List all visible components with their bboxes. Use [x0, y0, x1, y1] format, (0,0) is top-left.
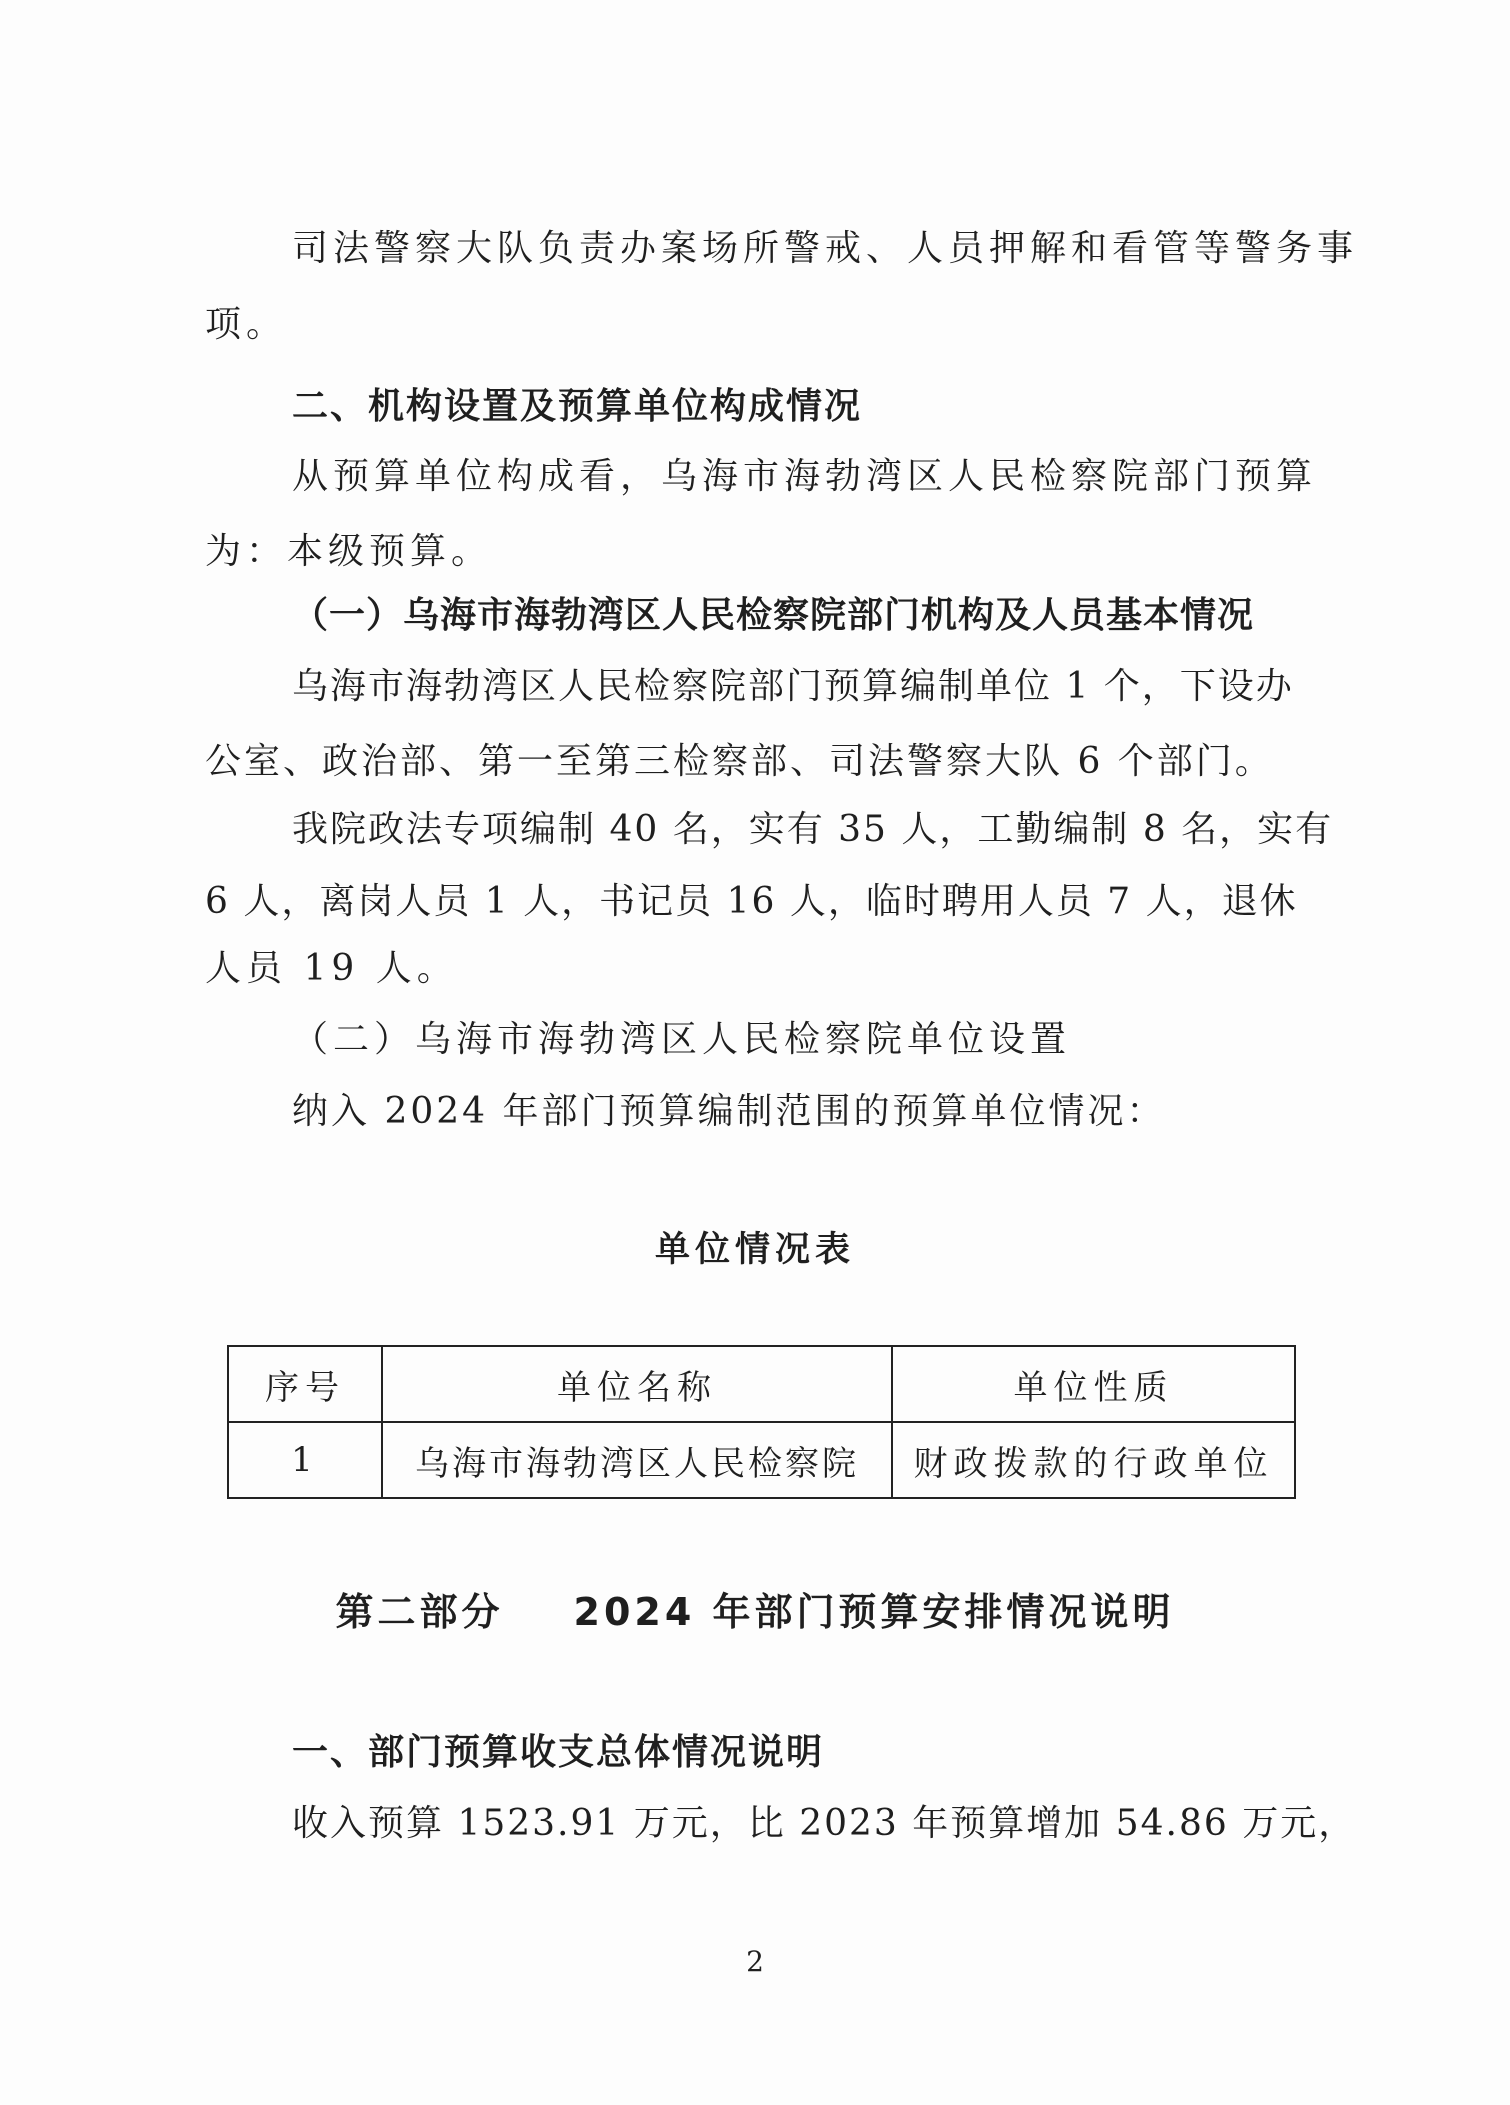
paragraph-line: 6 人，离岗人员 1 人，书记员 16 人，临时聘用人员 7 人，退休 [205, 881, 1298, 922]
paragraph-line: 司法警察大队负责办案场所警戒、人员押解和看管等警务事 [292, 228, 1359, 269]
subsection-heading: （一）乌海市海勃湾区人民检察院部门机构及人员基本情况 [292, 595, 1255, 636]
column-header-unit-type: 单位性质 [892, 1346, 1295, 1422]
paragraph-line: 公室、政治部、第一至第三检察部、司法警察大队 6 个部门。 [205, 741, 1274, 782]
unit-table [227, 1345, 1296, 1499]
paragraph-line: 项。 [205, 304, 288, 345]
column-header-number: 序号 [228, 1346, 382, 1422]
subsection-heading: （二）乌海市海勃湾区人民检察院单位设置 [292, 1019, 1072, 1060]
paragraph-line: 我院政法专项编制 40 名，实有 35 人，工勤编制 8 名，实有 [292, 809, 1334, 850]
paragraph-line: 为：本级预算。 [205, 531, 493, 572]
paragraph-line: 从预算单位构成看，乌海市海勃湾区人民检察院部门预算 [292, 456, 1318, 497]
section-heading: 二、机构设置及预算单位构成情况 [292, 386, 863, 427]
table-header-row [228, 1346, 1295, 1422]
table-cell-unit-type: 财政拨款的行政单位 [892, 1422, 1295, 1498]
paragraph-line: 乌海市海勃湾区人民检察院部门预算编制单位 1 个，下设办 [292, 666, 1294, 707]
paragraph-line: 纳入 2024 年部门预算编制范围的预算单位情况： [292, 1091, 1166, 1132]
table-caption: 单位情况表 [654, 1230, 855, 1270]
part-label: 第二部分 [335, 1590, 504, 1634]
table-cell-number: 1 [228, 1422, 382, 1498]
paragraph-line: 人员 19 人。 [205, 948, 458, 989]
paragraph-line: 收入预算 1523.91 万元，比 2023 年预算增加 54.86 万元， [292, 1803, 1357, 1844]
table-cell-unit-name: 乌海市海勃湾区人民检察院 [382, 1422, 892, 1498]
table-row [228, 1422, 1295, 1498]
section-heading: 一、部门预算收支总体情况说明 [292, 1732, 825, 1773]
column-header-unit-name: 单位名称 [382, 1346, 892, 1422]
part-title [0, 1588, 1510, 1636]
part-heading: 2024 年部门预算安排情况说明 [573, 1590, 1175, 1634]
page-number: 2 [746, 1945, 764, 1978]
